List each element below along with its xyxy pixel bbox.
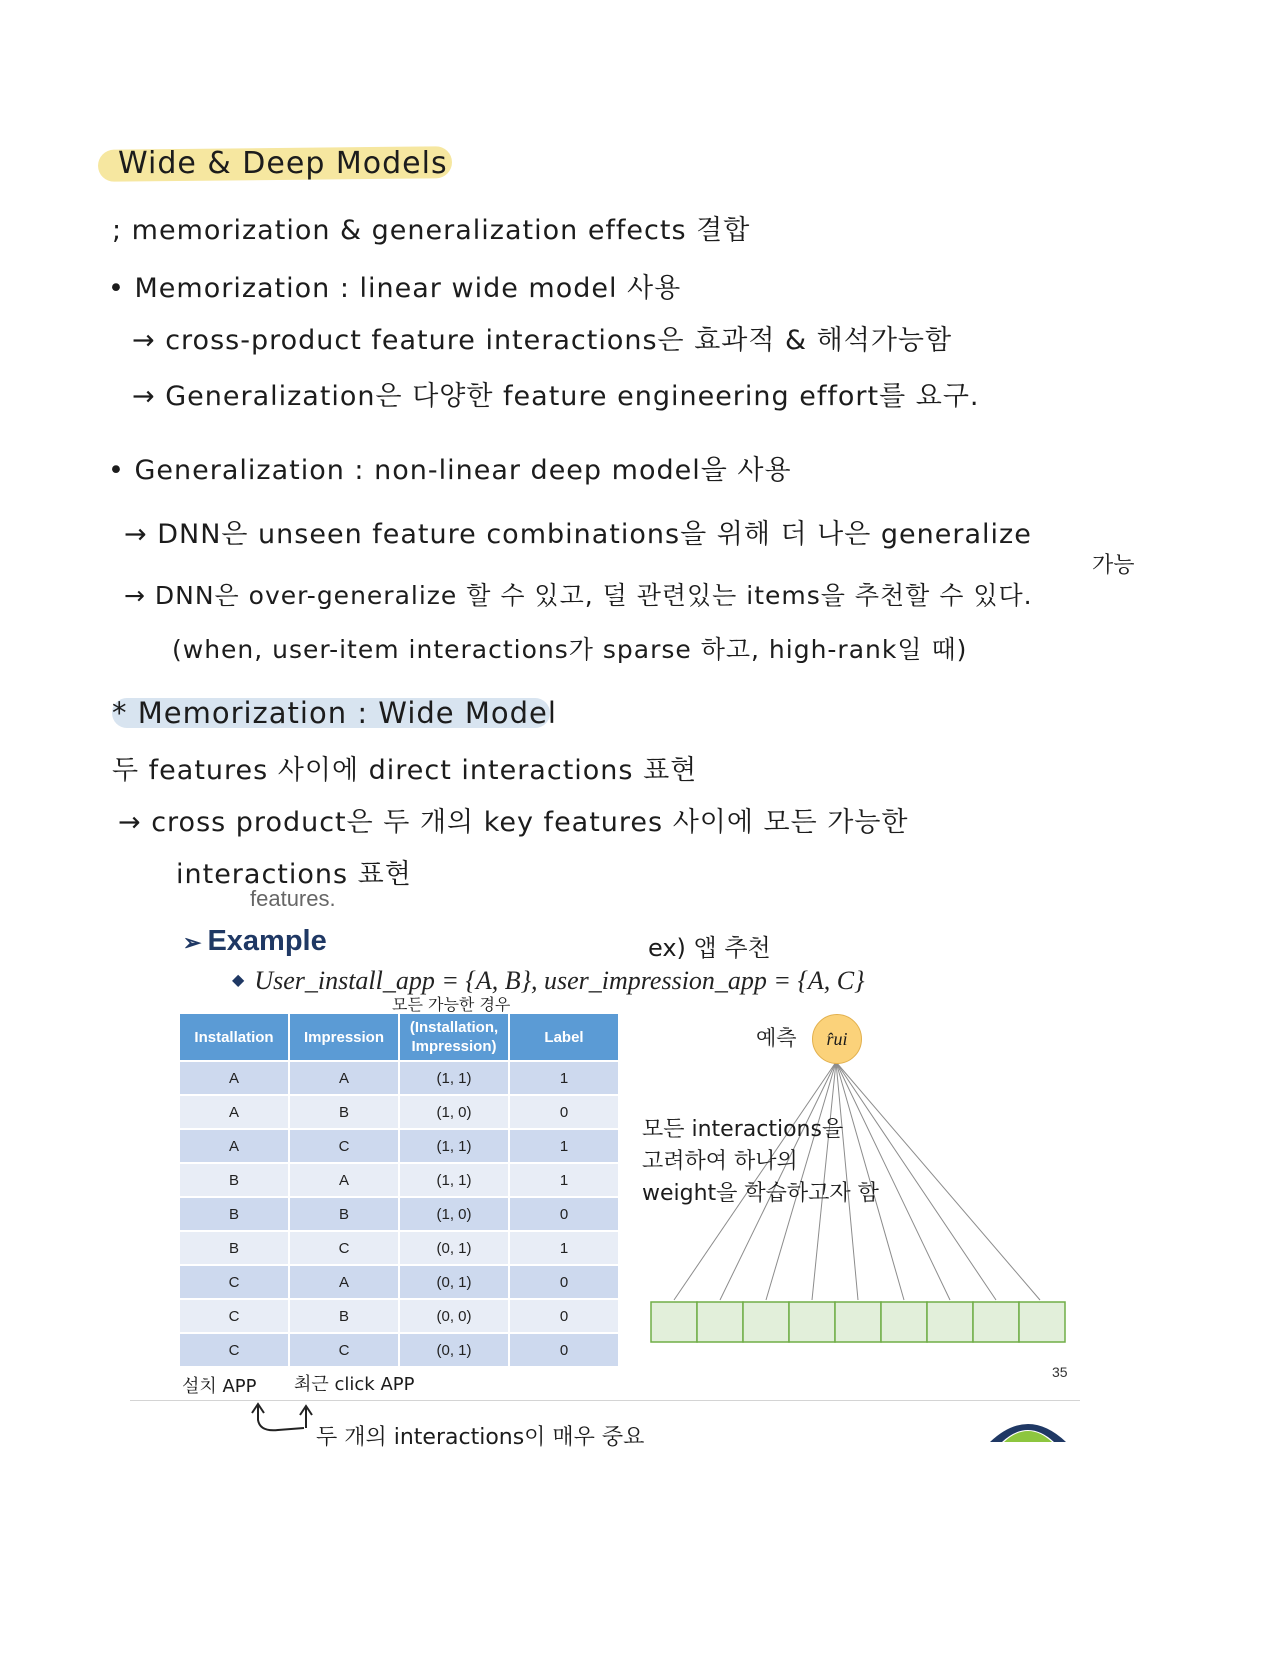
note-line-dnn-unseen: → DNN은 unseen feature combinations을 위해 더 나은 generalize [124, 519, 1032, 550]
note-line-interactions-express: interactions 표현 [176, 859, 412, 890]
table-row [180, 1096, 618, 1128]
cell-pair: (0, 1) [400, 1334, 508, 1366]
table-header-row [180, 1014, 618, 1060]
cell-label: 1 [510, 1232, 618, 1264]
cell-impression: B [290, 1300, 398, 1332]
cell-label: 0 [510, 1096, 618, 1128]
header-impression: Impression [290, 1014, 398, 1060]
note-line-wide-model: * Memorization : Wide Model [112, 696, 557, 730]
page-title: Wide & Deep Models [118, 146, 448, 181]
note-line-memorization: • Memorization : linear wide model 사용 [108, 273, 682, 304]
app-recommend-note: ex) 앱 추천 [648, 934, 771, 962]
table-row [180, 1164, 618, 1196]
diamond-bullet-icon: ◆ [232, 972, 245, 989]
cell-impression: B [290, 1096, 398, 1128]
click-app-note: 최근 click APP [294, 1374, 415, 1395]
prediction-node [812, 1014, 862, 1064]
note-line-sparse: (when, user-item interactions가 sparse 하고, high-rank일 때) [172, 635, 968, 664]
table-row [180, 1130, 618, 1162]
cell-label: 1 [510, 1062, 618, 1094]
note-line-dnn-overgeneralize: → DNN은 over-generalize 할 수 있고, 덜 관련있는 items을 추천할 수 있다. [124, 581, 1033, 610]
cell-impression: B [290, 1198, 398, 1230]
cell-impression: C [290, 1130, 398, 1162]
cell-installation: A [180, 1130, 288, 1162]
example-heading [183, 925, 327, 958]
bottom-interaction-note: 두 개의 interactions이 매우 중요 [316, 1425, 645, 1450]
cell-pair: (0, 1) [400, 1232, 508, 1264]
cell-installation: A [180, 1096, 288, 1128]
cell-pair: (1, 1) [400, 1130, 508, 1162]
table-row [180, 1266, 618, 1298]
cell-impression: C [290, 1232, 398, 1264]
table-row [180, 1300, 618, 1332]
cell-label: 0 [510, 1334, 618, 1366]
arrow-bullet-icon: ➢ [183, 930, 202, 955]
install-arrow-icon [252, 1404, 312, 1430]
note-line-generalization: • Generalization : non-linear deep model을 사용 [108, 455, 792, 486]
cell-impression: A [290, 1062, 398, 1094]
page-number: 35 [1052, 1364, 1068, 1380]
interaction-note-1: 모든 interactions을 [642, 1117, 844, 1142]
cell-pair: (1, 0) [400, 1096, 508, 1128]
cell-installation: B [180, 1164, 288, 1196]
table-row [180, 1232, 618, 1264]
note-line-cross-product-all: → cross product은 두 개의 key features 사이에 모든 가능한 [118, 807, 909, 838]
table-row [180, 1062, 618, 1094]
install-app-note: 설치 APP [182, 1376, 257, 1397]
table-row [180, 1198, 618, 1230]
cell-pair: (1, 1) [400, 1062, 508, 1094]
cell-label: 1 [510, 1130, 618, 1162]
cell-impression: A [290, 1266, 398, 1298]
cell-installation: C [180, 1300, 288, 1332]
table-row [180, 1334, 618, 1366]
logo-icon [990, 1424, 1066, 1442]
note-line-direct-interactions: 두 features 사이에 direct interactions 표현 [112, 755, 698, 786]
cell-pair: (0, 0) [400, 1300, 508, 1332]
header-pair: (Installation, Impression) [400, 1014, 508, 1060]
cell-installation: B [180, 1232, 288, 1264]
note-line-intro: ; memorization & generalization effects 결합 [112, 215, 751, 246]
cell-pair: (0, 1) [400, 1266, 508, 1298]
example-formula [232, 966, 864, 996]
cell-impression: A [290, 1164, 398, 1196]
interaction-table [178, 1012, 620, 1368]
example-heading-label: Example [207, 925, 327, 957]
prediction-node-label: r̂ui [826, 1028, 848, 1049]
slide-divider [130, 1400, 1080, 1401]
cell-installation: B [180, 1198, 288, 1230]
cell-label: 0 [510, 1198, 618, 1230]
note-line-feature-engineering: → Generalization은 다양한 feature engineering effort를 요구. [132, 381, 980, 412]
header-label: Label [510, 1014, 618, 1060]
cell-label: 1 [510, 1164, 618, 1196]
cell-installation: A [180, 1062, 288, 1094]
cell-label: 0 [510, 1266, 618, 1298]
cut-off-text: features. [250, 886, 336, 911]
logo-leaf-icon [1004, 1431, 1052, 1442]
interaction-note-3: weight을 학습하고자 함 [642, 1181, 879, 1206]
note-line-cross-product: → cross-product feature interactions은 효과적 & 해석가능함 [132, 325, 953, 356]
cell-pair: (1, 1) [400, 1164, 508, 1196]
note-line-dnn-unseen-tail: 가능 [1092, 553, 1135, 578]
interaction-note-2: 고려하여 하나의 [642, 1149, 798, 1174]
formula-text: User_install_app = {A, B}, user_impression_app = {A, C} [254, 966, 865, 995]
pair-note: 모든 가능한 경우 [392, 995, 511, 1014]
cell-label: 0 [510, 1300, 618, 1332]
cell-impression: C [290, 1334, 398, 1366]
feature-boxes [651, 1302, 1065, 1342]
cell-pair: (1, 0) [400, 1198, 508, 1230]
cell-installation: C [180, 1334, 288, 1366]
cell-installation: C [180, 1266, 288, 1298]
header-installation: Installation [180, 1014, 288, 1060]
prediction-note: 예측 [756, 1026, 797, 1050]
